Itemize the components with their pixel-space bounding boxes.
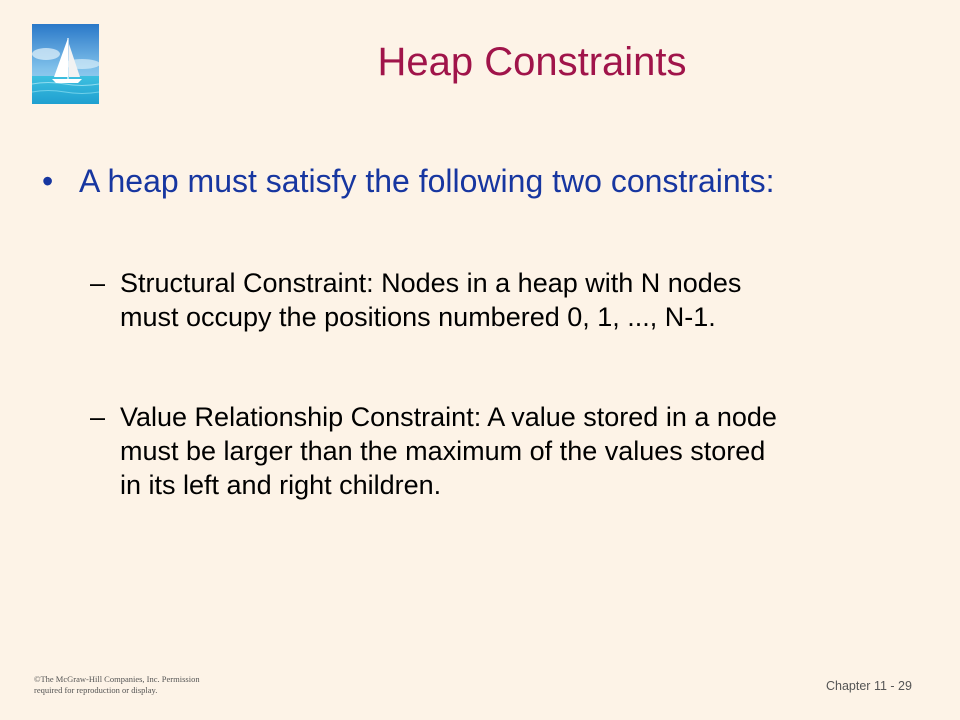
copyright-notice [34, 674, 200, 696]
sub-item-line: in its left and right children. [120, 470, 442, 500]
sub-item-line: Structural Constraint: Nodes in a heap with N nodes [120, 268, 742, 298]
page-number: Chapter 11 - 29 [826, 679, 912, 693]
sub-item-marker: – [90, 402, 106, 432]
sub-item-line: must occupy the positions numbered 0, 1, ..., N-1. [120, 302, 716, 332]
copyright-line: required for reproduction or display. [34, 685, 158, 695]
copyright-line: ©The McGraw-Hill Companies, Inc. Permission [34, 674, 200, 684]
bullet-marker: • [42, 163, 54, 199]
slide-title: Heap Constraints [377, 40, 687, 84]
sub-item-line: must be larger than the maximum of the values stored [120, 436, 766, 466]
sub-item-marker: – [90, 268, 106, 298]
sub-item-line: Value Relationship Constraint: A value stored in a node [120, 402, 777, 432]
bullet-text: A heap must satisfy the following two constraints: [79, 163, 775, 199]
